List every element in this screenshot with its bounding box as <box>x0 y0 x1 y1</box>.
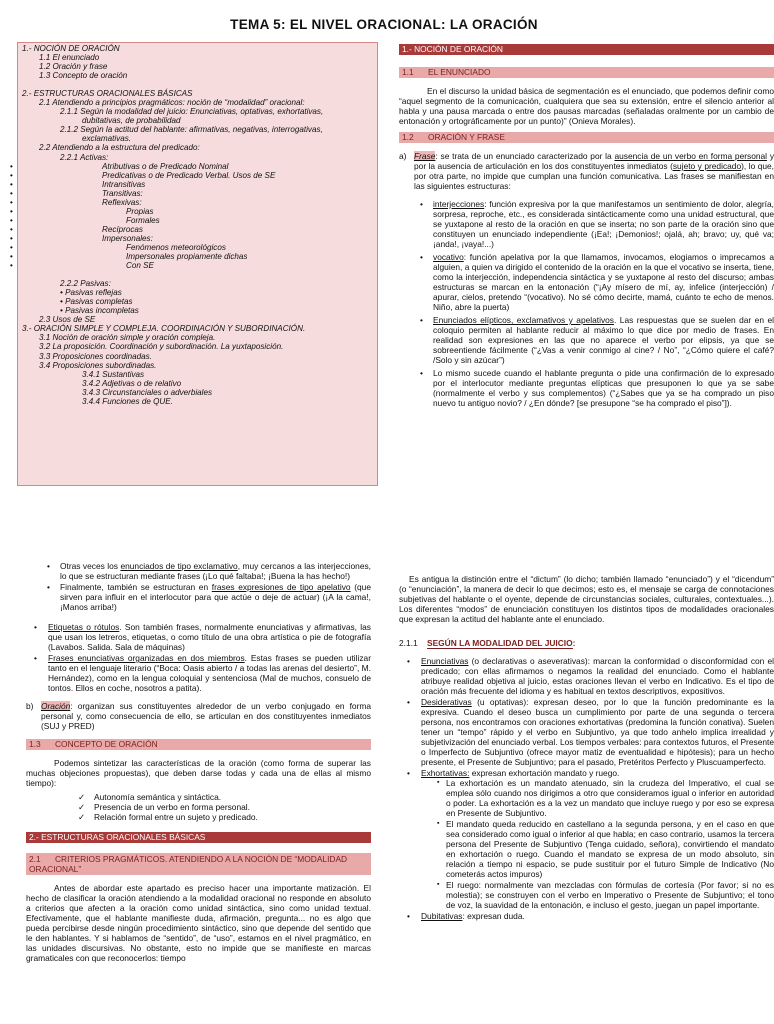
toc-entry: 3.4.2 Adjetivas o de relativo <box>82 378 182 388</box>
toc-entry: 1.3 Concepto de oración <box>39 71 128 81</box>
frase-text: : se trata de un enunciado caracterizado por la <box>435 151 615 161</box>
page-title: TEMA 5: EL NIVEL ORACIONAL: LA ORACIÓN <box>230 17 538 32</box>
underlined-text: Enunciativas <box>421 656 469 666</box>
underlined-text: Desiderativas <box>421 697 472 707</box>
concepto-paragraph: Podemos sintetizar las características de la oración (como forma de superar las muchas objeciones propuestas), que deben darse todas y cada una de ellas al mismo tiempo): <box>26 758 371 788</box>
frase-term: Frase <box>414 151 436 161</box>
oracion-text: : organizan sus constituyentes alrededor de un verbo conjugado en forma personal y, como consecuencia de ello, se articulan en dos constituyentes inmediatos (SUJ y PRED) <box>41 701 371 731</box>
toc-entry: 3.1 Noción de oración simple y oración compleja. <box>39 333 216 343</box>
sub-item: ▪ El ruego: normalmente van mezcladas con fórmulas de cortesía (Por favor; si no es molestia); se construyen con el verbo en Imperativo o Presente de Subjuntivo; el tono de voz, la suavidad de la entonación, e incluso el gesto, juegan un papel importante. <box>421 880 774 910</box>
section-heading-2: 2.- ESTRUCTURAS ORACIONALES BÁSICAS <box>26 832 371 843</box>
toc-entry: 3.- ORACIÓN SIMPLE Y COMPLEJA. COORDINACIÓN Y SUBORDINACIÓN. <box>22 324 306 334</box>
toc-entry: • Transitivas: <box>22 189 373 198</box>
subsection-number: 1.1 <box>402 67 414 77</box>
subsection-heading-2-1 <box>26 853 371 875</box>
toc-entry: 3.4 Proposiciones subordinadas. <box>39 360 157 370</box>
toc-entry: • Intransitivas <box>22 180 373 189</box>
toc-entry: • Reflexivas: <box>22 198 373 207</box>
table-of-contents <box>17 42 378 486</box>
toc-entry: 2.2.1 Activas: <box>60 152 109 162</box>
subsection-label: CRITERIOS PRAGMÁTICOS. ATENDIENDO A LA NOCIÓN DE “MODALIDAD ORACIONAL” <box>29 854 348 874</box>
underlined-text: enunciados de tipo exclamativo <box>120 561 238 571</box>
labels-list <box>26 622 371 693</box>
underlined-text: interjecciones <box>433 199 485 209</box>
toc-entry: 1.2 Oración y frase <box>39 62 108 72</box>
toc-entry: • Pasivas incompletas <box>60 306 139 316</box>
toc-entry: • Propias <box>22 207 373 216</box>
toc-entry: 2.1.2 Según la actitud del hablante: afirmativas, negativas, interrogativas, <box>60 125 323 135</box>
text: . Estas frases se pueden utilizar tanto en el lenguaje literario (“Boca: Oasis abierto / a todas las arenas del desierto”, M. Hernández), como en la lengua coloquial y sentenciosa (Mal de muchos, consuelo de tontos. Ellos en coche, nosotros a patita). <box>48 653 371 693</box>
text: : función expresiva por la que manifestamos un sentimiento de dolor, alegría, sorpresa, reproche, etc., es considerada sintácticamente como una unidad estructural, que se yuxtapone al resto de la oración en que se inserta; no son parte de la oración sino que constituyen un enunciado independiente (¡Ea!; ¡Demonios!; ojalá, ah; bravo; uy, qué va; ¡anda!, ¡vaya!...) <box>433 199 774 249</box>
text: Otras veces los <box>60 561 121 571</box>
item-letter: b) <box>26 701 34 711</box>
subsection-heading-1-2 <box>399 132 774 143</box>
toc-entry: • Recíprocas <box>22 225 373 234</box>
subsection-number: 2.1 <box>29 854 41 864</box>
underlined-text: vocativo <box>433 252 464 262</box>
list-item <box>26 653 371 693</box>
oracion-features-list <box>26 792 371 822</box>
toc-entry: dubitativas, de probabilidad <box>82 116 181 126</box>
section-heading-1: 1.- NOCIÓN DE ORACIÓN <box>399 44 774 55</box>
toc-entry: • Impersonales propiamente dichas <box>22 252 373 261</box>
subsection-heading-1-3 <box>26 739 371 750</box>
toc-entry: 2.2.2 Pasivas: <box>60 279 111 289</box>
text: Finalmente, también se estructuran en <box>60 582 212 592</box>
underlined-text: Exhortativas: <box>421 768 470 778</box>
list-item <box>399 315 774 365</box>
frase-underlined: ausencia de un verbo en forma personal <box>614 151 768 161</box>
modalidad-list <box>399 656 774 921</box>
subsection-label: EL ENUNCIADO <box>428 67 491 77</box>
exhortativas-sublist <box>421 778 774 910</box>
right-column-top <box>399 44 774 412</box>
list-item <box>26 582 371 612</box>
subsection-heading-1-1 <box>399 67 774 78</box>
list-item <box>399 911 774 921</box>
toc-entry: • Con SE <box>22 261 373 270</box>
frase-structures-list <box>399 199 774 408</box>
frase-text: ), lo que, por otra parte, no impide que cumplan una función comunicativa. Las frases se manifiestan en las siguientes estructuras: <box>414 161 774 191</box>
check-item: ✓ Autonomía semántica y sintáctica. <box>26 792 371 802</box>
text: . Son también frases, normalmente enunciativas y afirmativas, las que usan los letreros, etiquetas, o como título de una obra artística o pie de fotografía (Lavabos. Salida. Sala de máquinas) <box>48 622 371 652</box>
toc-entry: • Pasivas reflejas <box>60 288 122 298</box>
toc-entry: 3.4.1 Sustantivas <box>82 369 145 379</box>
check-item: ✓ Relación formal entre un sujeto y predicado. <box>26 812 371 822</box>
subsection-number: 1.3 <box>29 739 41 749</box>
text: : expresan duda. <box>462 911 525 921</box>
sub-item: ▪ La exhortación es un mandato atenuado, sin la crudeza del Imperativo, el cual se emplea sólo cuando nos dirigimos a otro que consideramos igual o inferior en autoridad o poder. La exhortación es a la vez un mandato que incluye ruego y por eso se expresa en Presente de Subjuntivo. <box>421 778 774 818</box>
list-item <box>399 768 774 910</box>
subsection-label: ORACIÓN Y FRASE <box>428 132 505 142</box>
text: . Las respuestas que se suelen dar en el coloquio permiten al hablante reducir al máximo lo que dice por medio de frases. En realidad son expresiones en las que no aparece el verbo por elipsis, ya que se sobreentiende fácilmente (“¿Vas a venir conmigo al cine? / No”, “¿Cómo quiere el café? /Solo y sin azúcar”) <box>433 315 774 365</box>
underlined-text: Etiquetas o rótulos <box>48 622 120 632</box>
text: Lo mismo sucede cuando el hablante pregunta o pide una confirmación de lo expresado por el interlocutor mediante preguntas elípticas que presuponen lo que ya se sabe (normalmente el verbo y sus complementos) (“¿Sabes que ya se ha comprado un piso nuevo tu antiguo novio? / ¿En dónde? [se presupone “se ha comprado el piso”]). <box>433 368 774 408</box>
subsection-label: CONCEPTO DE ORACIÓN <box>55 739 158 749</box>
criterios-paragraph: Antes de abordar este apartado es preciso hacer una importante matización. El hecho de clasificar la oración atendiendo a la modalidad oracional no responde en absoluto a criterios que afecten a la oración como unidad sintáctica, sino como unidad textual. Efectivamente, que el hablante manifieste duda, afirmación, pregunta... no es algo que pueda percibirse desde ningún procedimiento sintáctico, sino que depende del sentido que le den hablantes. Y si hablamos de “sentido”, de “uso”, estamos en el nivel pragmático, en las unidades discursivas. No obstante, esto no impide que se manifieste en marcas gramaticales con que reconocerlos: tiempo <box>26 883 371 963</box>
exclamative-list <box>26 561 371 612</box>
toc-entry: • Pasivas completas <box>60 297 133 307</box>
left-column-bottom <box>26 561 371 967</box>
underlined-text: Frases enunciativas organizadas en dos miembros <box>48 653 245 663</box>
toc-entry: • Fenómenos meteorológicos <box>22 243 373 252</box>
toc-spacer <box>22 80 373 89</box>
text: , muy cercanos a las interjecciones, lo que se estructuran mediante frases (¡Lo qué faltaba!; ¡Buena la has hecho!) <box>60 561 371 581</box>
toc-entry: 3.4.4 Funciones de QUE. <box>82 396 173 406</box>
toc-entry: 2.1 Atendiendo a principios pragmáticos: noción de “modalidad” oracional: <box>39 98 305 108</box>
list-item <box>399 368 774 408</box>
toc-entry: 2.2 Atendiendo a la estructura del predicado: <box>39 143 200 153</box>
text: (que sirven para influir en el interlocutor para que actúe o deje de actuar) (¡A la cama!, ¡Manos arriba!) <box>60 582 371 612</box>
subsection-label: SEGÚN LA MODALIDAD DEL JUICIO <box>427 638 573 648</box>
text: (u optativas): expresan deseo, por lo que la función predominante es la expresiva. Cuando el deseo busca un cumplimiento por parte de una segunda o tercera persona, nos encontramos con oraciones exhortativas (predomina la función conativa). Suelen tener un “tempo” rápido y el verbo en Subjuntivo, ya que todo anhelo implica irrealidad y subjetivización del enunciado verbal. Los tiempos verbales: para contextos futuros, el Presente o Imperfecto de Subjuntivo (ofrece mayor matiz de eventualidad e hipótesis); para un hecho presente, el Presente de Subjuntivo; para el pasado, Pretéritos Perfecto y Pluscuamperfecto. <box>421 697 774 767</box>
toc-entry: 3.2 La proposición. Coordinación y subordinación. La yuxtaposición. <box>39 342 284 352</box>
list-item <box>26 622 371 652</box>
toc-entry: • Atributivas o de Predicado Nominal <box>22 162 373 171</box>
underlined-text: Enunciados elípticos, exclamativos y apelativos <box>433 315 614 325</box>
subsection-heading-2-1-1 <box>399 638 774 648</box>
toc-entry: 2.3 Usos de SE <box>39 315 96 325</box>
toc-entry: • Impersonales: <box>22 234 373 243</box>
toc-entry: 2.- ESTRUCTURAS ORACIONALES BÁSICAS <box>22 89 193 99</box>
underlined-text: Dubitativas <box>421 911 463 921</box>
toc-entry: 3.4.3 Circunstanciales o adverbiales <box>82 387 213 397</box>
toc-spacer <box>22 270 373 279</box>
toc-entry: 2.1.1 Según la modalidad del juicio: Enunciativas, optativas, exhortativas, <box>60 107 324 117</box>
toc-entry: 1.1 El enunciado <box>39 53 100 63</box>
subsection-number: 1.2 <box>402 132 414 142</box>
oracion-definition <box>26 701 371 731</box>
enunciado-paragraph: En el discurso la unidad básica de segmentación es el enunciado, que podemos definir como “aquel segmento de la comunicación, cualquiera que sea su extensión, entre el silencio anterior al habla y una pausa marcada o entre dos pausas marcadas (señaladas oralmente por un cambio de entonación y ortográficamente por un punto)” (Onieva Morales). <box>399 86 774 126</box>
toc-entry: • Formales <box>22 216 373 225</box>
text: expresan exhortación mandato y ruego. <box>469 768 620 778</box>
toc-entry: 1.- NOCIÓN DE ORACIÓN <box>22 44 120 53</box>
underlined-text: frases expresiones de tipo apelativo <box>211 582 351 592</box>
sub-item: ▪ El mandato queda reducido en castellano a la segunda persona, y en el caso en que sea considerado como igual o inferior al que habla; en caso contrario, usamos la tercera persona del Presente de Subjuntivo (Tenga cuidado, señora), convirtiendo el mandato en exhortación o ruego. Cuando el mandato se expresa de un modo absoluto, sin relación a tiempo ni espacio, se pude sustituir por el futuro Simple de Indicativo (No cometerás actos impuros) <box>421 819 774 879</box>
item-letter: a) <box>399 151 407 161</box>
subsection-number: 2.1.1 <box>399 638 418 648</box>
toc-entry: • Predicativas o de Predicado Verbal. Usos de SE <box>22 171 373 180</box>
frase-definition <box>399 151 774 191</box>
list-item <box>399 697 774 767</box>
right-column-bottom <box>399 574 774 925</box>
frase-underlined: sujeto y predicado <box>672 161 742 171</box>
list-item <box>26 561 371 581</box>
list-item <box>399 199 774 249</box>
list-item <box>399 252 774 312</box>
toc-entry: exclamativas. <box>82 134 132 144</box>
toc-entry: 3.3 Proposiciones coordinadas. <box>39 351 152 361</box>
text: : función apelativa por la que llamamos, invocamos, elogiamos o imprecamos a alguien, a quien va dirigido el contenido de la oración en la que el vocativo se inserta, tiene, como la interjección, independencia sintáctica y se yuxtapone al resto del discurso; ambas estructuras se marcan en la entonación (“¡Ay mísero de mí, ay, infelice (interjección) / apurar, cielos, pretendo “(vocativo). No sé cómo decirte, mamá, cuánto te echo de menos. Niño, abre la puerta) <box>433 252 774 312</box>
check-item: ✓ Presencia de un verbo en forma personal. <box>26 802 371 812</box>
frase-text: y por la ausencia de articulación en los dos constituyentes inmediatos ( <box>414 151 774 171</box>
oracion-term: Oración <box>41 701 71 711</box>
list-item <box>399 656 774 696</box>
subsection-colon: : <box>572 638 576 648</box>
text: (o declarativas o aseverativas): marcan la conformidad o disconformidad con el predicado; con ellas afirmamos o negamos la realidad del enunciado. Como el hablante atribuye realidad objetiva al juicio, estas oraciones llevan el verbo en Indicativo. Es el tipo de oración más frecuente del idioma y es habitual en textos descriptivos, expositivos. <box>421 656 774 696</box>
dictum-paragraph: Es antigua la distinción entre el “dictum” (lo dicho; también llamado “enunciado”) y el “dicendum” (o “enunciación”, la manera de decir lo que decimos; esto es, el mensaje se carga de connotaciones subjetivas del hablante o el oyente, depende de circunstancias sociales, culturales, contextuales...). Los diferentes “modos” de enunciación constituyen los distintos tipos de modalidades oracionales que expresan la actitud del hablante ante el enunciado. <box>399 574 774 624</box>
